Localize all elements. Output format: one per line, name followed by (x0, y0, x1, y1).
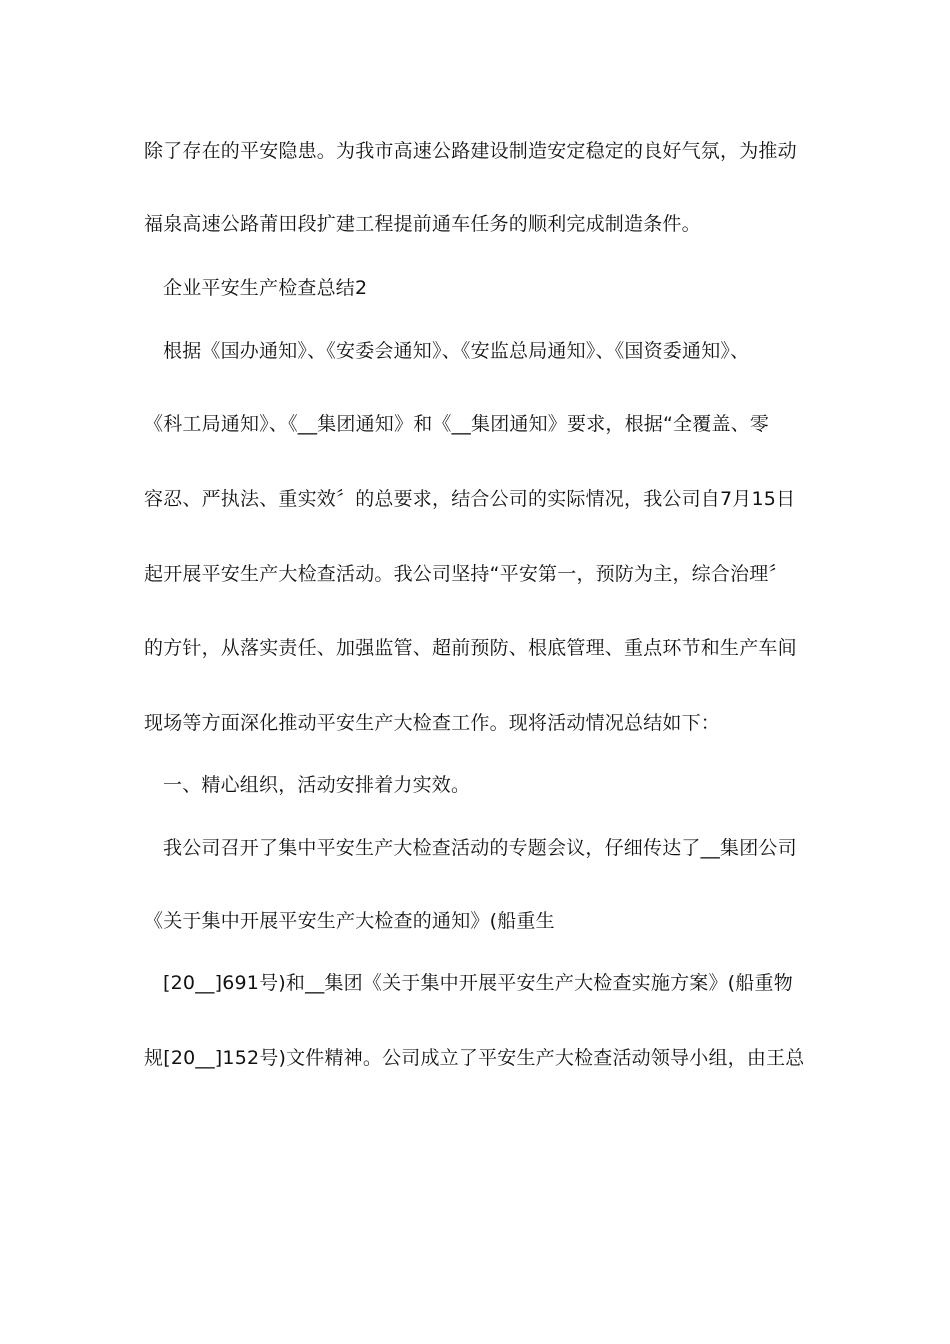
subsection-heading: 一、精心组织，活动安排着力实效。 (163, 774, 471, 796)
paragraph-line-8: 现场等方面深化推动平安生产大检查工作。现将活动情况总结如下： (144, 712, 721, 734)
paragraph-line-6: 起开展平安生产大检查活动。我公司坚持“平安第一，预防为主，综合治理〞 (144, 563, 788, 585)
section-heading: 企业平安生产检查总结2 (163, 277, 368, 299)
paragraph-line-3: 根据《国办通知》、《安委会通知》、《安监总局通知》、《国资委通知》、 (163, 340, 750, 362)
paragraph-line-5: 容忍、严执法、重实效〞的总要求，结合公司的实际情况，我公司自7月15日 (144, 488, 796, 510)
paragraph-line-4: 《科工局通知》、《__集团通知》和《__集团通知》要求，根据“全覆盖、零 (144, 413, 770, 435)
paragraph-line-12: 规[20__]152号)文件精神。公司成立了平安生产大检查活动领导小组，由王总 (144, 1047, 805, 1069)
paragraph-line-11: [20__]691号)和__集团《关于集中开展平安生产大检查实施方案》(船重物 (163, 972, 793, 994)
paragraph-line-2: 福泉高速公路莆田段扩建工程提前通车任务的顺利完成制造条件。 (144, 213, 701, 235)
paragraph-line-10: 《关于集中开展平安生产大检查的通知》(船重生 (144, 910, 555, 932)
paragraph-line-7: 的方针，从落实责任、加强监管、超前预防、根底管理、重点环节和生产车间 (144, 637, 797, 659)
paragraph-line-9: 我公司召开了集中平安生产大检查活动的专题会议，仔细传达了__集团公司 (163, 837, 797, 859)
paragraph-line-1: 除了存在的平安隐患。为我市高速公路建设制造安定稳定的良好气氛，为推动 (144, 140, 797, 162)
